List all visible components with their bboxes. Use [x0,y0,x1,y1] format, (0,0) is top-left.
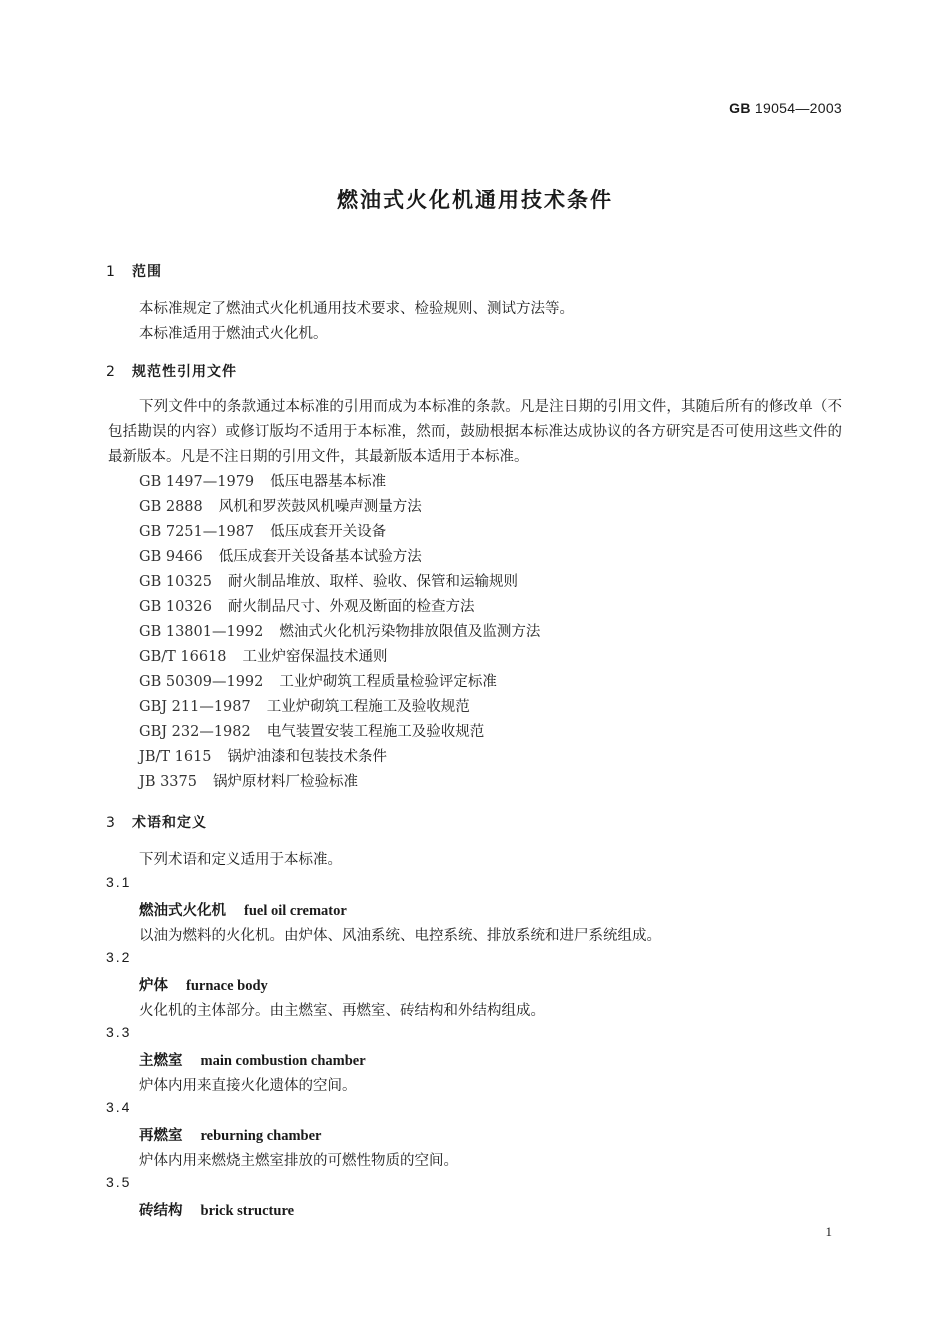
term-heading [139,899,347,920]
term-definition: 以油为燃料的火化机。由炉体、风油系统、电控系统、排放系统和进尸系统组成。 [139,928,661,944]
reference-name: 电气装置安装工程施工及验收规范 [266,724,485,740]
standard-prefix: GB [729,100,751,116]
reference-code: GB/T 16618 [139,649,227,665]
reference-name: 低压成套开关设备基本试验方法 [218,549,422,565]
reference-list [139,470,540,795]
term-zh: 燃油式火化机 [139,903,226,919]
reference-item [139,470,540,495]
term-number: 3.3 [106,1024,132,1040]
term-number: 3.2 [106,949,132,965]
term-number: 3.1 [106,874,132,890]
references-intro: 下列文件中的条款通过本标准的引用而成为本标准的条款。凡是注日期的引用文件，其随后所有的修改单（不包括勘误的内容）或修订版均不适用于本标准，然而，鼓励根据本标准达成协议的各方研究是否可使用这些文件的最新版本。凡是不注日期的引用文件，其最新版本适用于本标准。 [108,399,842,465]
reference-item [139,670,540,695]
scope-line-1: 本标准规定了燃油式火化机通用技术要求、检验规则、测试方法等。 [139,301,574,317]
section-1-heading [106,261,162,281]
term-number: 3.4 [106,1099,132,1115]
reference-name: 风机和罗茨鼓风机噪声测量方法 [218,499,422,515]
section-2-heading [106,361,237,381]
reference-item [139,745,540,770]
reference-name: 工业炉窑保温技术通则 [242,649,388,665]
reference-item [139,595,540,620]
section-number: 2 [106,364,116,380]
reference-code: GB 10325 [139,574,212,590]
term-heading [139,1049,366,1070]
reference-item [139,545,540,570]
reference-code: GB 50309—1992 [139,674,264,690]
term-number: 3.5 [106,1174,132,1190]
term-en: main combustion chamber [200,1053,366,1069]
standard-number [729,100,842,116]
reference-code: GB 9466 [139,549,203,565]
reference-name: 工业炉砌筑工程施工及验收规范 [266,699,470,715]
reference-name: 耐火制品尺寸、外观及断面的检查方法 [227,599,475,615]
reference-code: GBJ 211—1987 [139,699,251,715]
standard-code: 19054—2003 [750,100,842,116]
section-number: 3 [106,815,116,831]
reference-code: GB 1497—1979 [139,474,255,490]
reference-item [139,720,540,745]
reference-code: GB 2888 [139,499,203,515]
page-number: 1 [825,1224,832,1239]
section-3-heading [106,812,207,832]
term-heading [139,1124,321,1145]
term-zh: 炉体 [139,978,168,994]
term-en: fuel oil cremator [244,903,347,919]
reference-name: 锅炉原材料厂检验标准 [212,774,358,790]
section-number: 1 [106,264,116,280]
reference-item [139,495,540,520]
term-definition: 炉体内用来直接火化遗体的空间。 [139,1078,357,1094]
reference-code: GBJ 232—1982 [139,724,251,740]
reference-item [139,645,540,670]
reference-name: 低压成套开关设备 [270,524,387,540]
term-definition: 炉体内用来燃烧主燃室排放的可燃性物质的空间。 [139,1153,458,1169]
scope-line-2: 本标准适用于燃油式火化机。 [139,326,328,342]
reference-item [139,520,540,545]
reference-code: GB 7251—1987 [139,524,255,540]
term-en: furnace body [186,978,268,994]
term-zh: 砖结构 [139,1203,183,1219]
reference-item [139,570,540,595]
term-heading [139,974,268,995]
term-en: brick structure [200,1203,295,1219]
document-title: 燃油式火化机通用技术条件 [337,188,613,212]
reference-code: GB 13801—1992 [139,624,264,640]
term-zh: 再燃室 [139,1128,183,1144]
reference-name: 耐火制品堆放、取样、验收、保管和运输规则 [227,574,518,590]
section-title: 术语和定义 [132,815,207,831]
reference-item [139,620,540,645]
reference-item [139,695,540,720]
reference-item [139,770,540,795]
section-title: 规范性引用文件 [132,364,237,380]
term-en: reburning chamber [200,1128,322,1144]
term-definition: 火化机的主体部分。由主燃室、再燃室、砖结构和外结构组成。 [139,1003,545,1019]
term-zh: 主燃室 [139,1053,183,1069]
reference-name: 锅炉油漆和包装技术条件 [227,749,388,765]
reference-name: 工业炉砌筑工程质量检验评定标准 [279,674,497,690]
term-heading [139,1199,294,1220]
section-title: 范围 [132,264,162,280]
terms-intro: 下列术语和定义适用于本标准。 [139,852,342,868]
reference-code: JB 3375 [139,774,197,790]
reference-code: GB 10326 [139,599,212,615]
reference-name: 低压电器基本标准 [270,474,387,490]
reference-code: JB/T 1615 [139,749,212,765]
reference-name: 燃油式火化机污染物排放限值及监测方法 [279,624,541,640]
